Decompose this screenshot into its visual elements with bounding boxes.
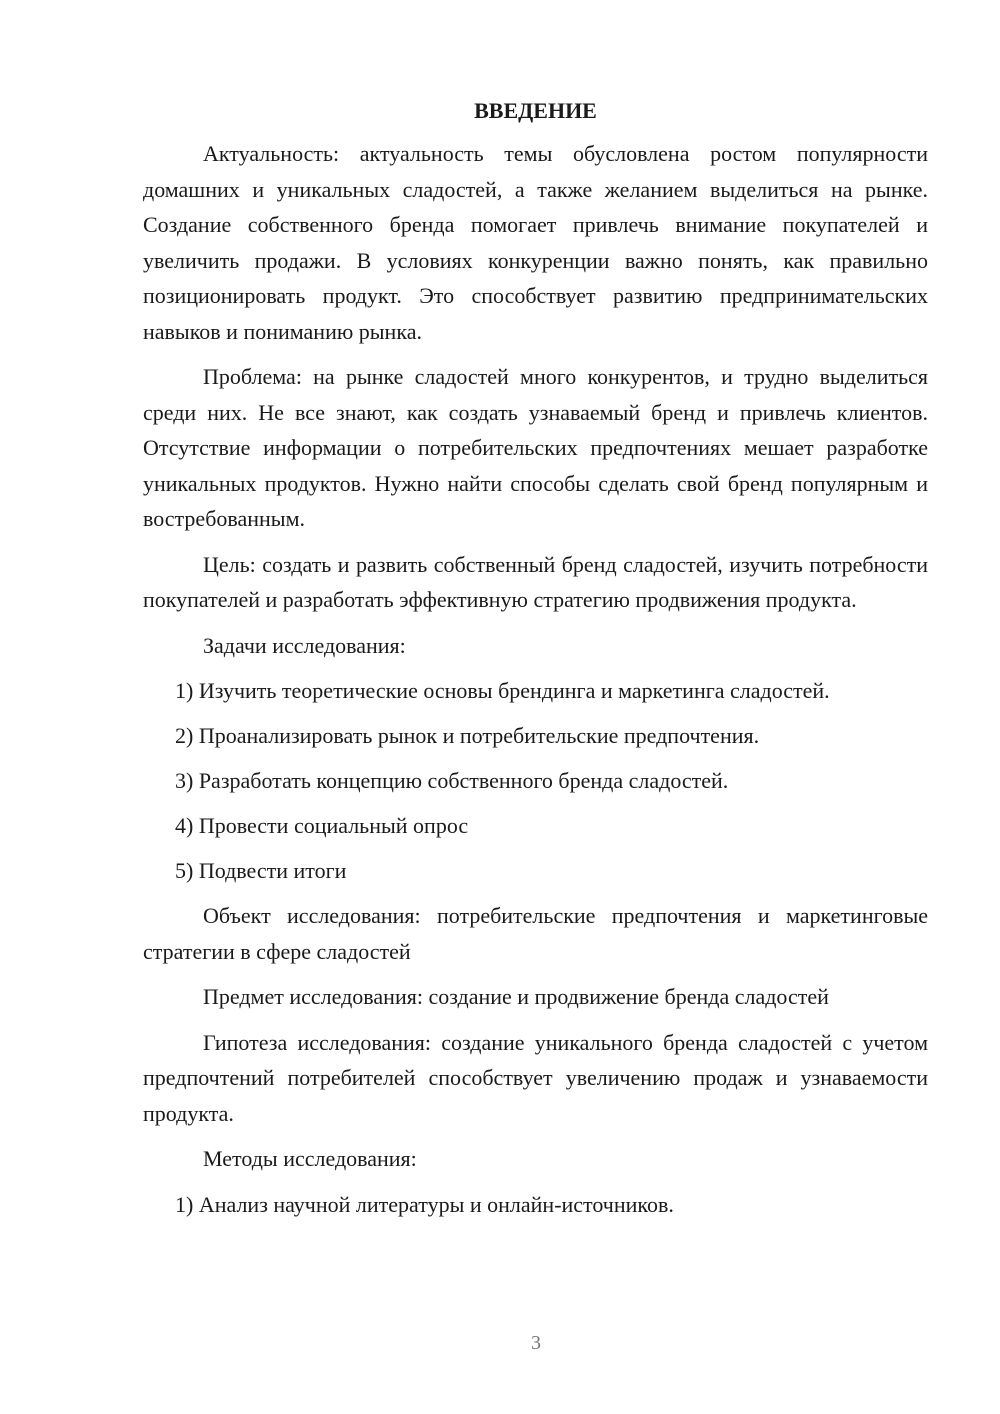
task-item: 4) Провести социальный опрос xyxy=(175,813,469,838)
task-item: 5) Подвести итоги xyxy=(175,858,347,883)
page-number: 3 xyxy=(531,1332,541,1354)
subject-paragraph: Предмет исследования: создание и продвижение бренда сладостей xyxy=(203,984,829,1009)
problem-paragraph: Проблема: на рынке сладостей много конкурентов, и трудно выделиться среди них. Не все знают, как создать узнаваемый бренд и привлечь клиентов. Отсутствие информации о потребительских предпочтениях мешает разработке уникальных продуктов. Нужно найти способы сделать свой бренд популярным и востребованным. xyxy=(143,364,928,531)
tasks-title: Задачи исследования: xyxy=(203,632,406,658)
object-paragraph: Объект исследования: потребительские предпочтения и маркетинговые стратегии в сфере сладостей xyxy=(143,903,928,964)
section-heading: ВВЕДЕНИЕ xyxy=(474,98,597,123)
methods-title: Методы исследования: xyxy=(203,1146,417,1171)
task-item: 1) Изучить теоретические основы брендинга и маркетинга сладостей. xyxy=(175,678,830,703)
method-item: 1) Анализ научной литературы и онлайн-источников. xyxy=(175,1191,674,1217)
relevance-paragraph: Актуальность: актуальность темы обусловлена ростом популярности домашних и уникальных сладостей, а также желанием выделиться на рынке. Создание собственного бренда помогает привлечь внимание покупателей и увеличить продажи. В условиях конкуренции важно понять, как правильно позиционировать продукт. Это способствует развитию предпринимательских навыков и пониманию рынка. xyxy=(143,141,928,344)
goal-paragraph: Цель: создать и развить собственный бренд сладостей, изучить потребности покупателей и разработать эффективную стратегию продвижения продукта. xyxy=(143,551,928,612)
hypothesis-paragraph: Гипотеза исследования: создание уникального бренда сладостей с учетом предпочтений потребителей способствует увеличению продаж и узнаваемости продукта. xyxy=(143,1029,928,1126)
task-item: 2) Проанализировать рынок и потребительские предпочтения. xyxy=(175,723,760,748)
document-page xyxy=(143,95,928,1232)
task-item: 3) Разработать концепцию собственного бренда сладостей. xyxy=(175,768,729,793)
